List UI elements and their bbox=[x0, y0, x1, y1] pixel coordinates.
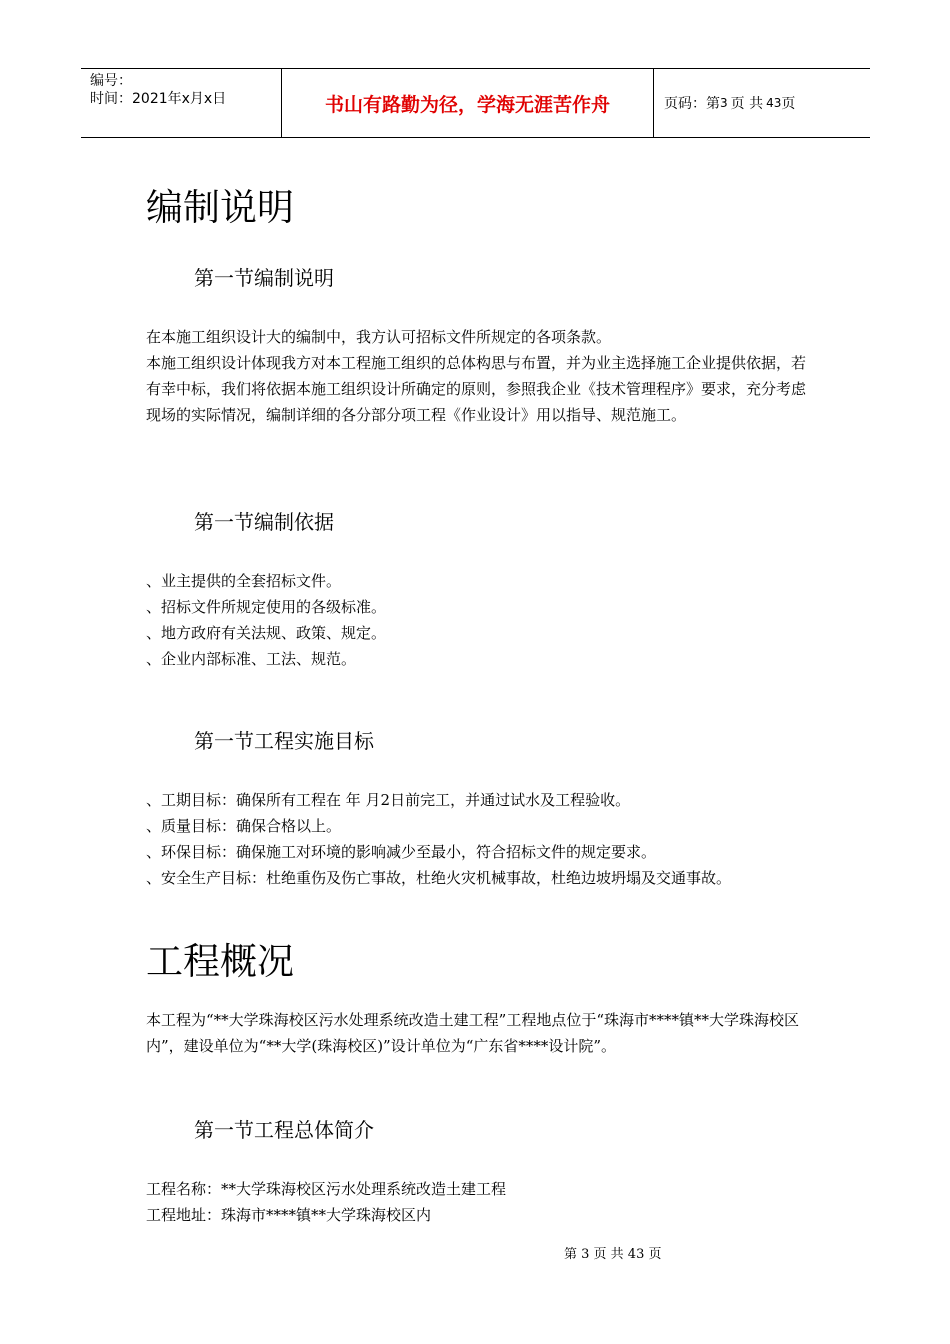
page-current: 3 bbox=[720, 96, 728, 110]
header-info-cell bbox=[81, 69, 282, 137]
subsection-title-project-summary: 第一节工程总体简介 bbox=[194, 1118, 374, 1142]
header-motto: 书山有路勤为径，学海无涯苦作舟 bbox=[282, 69, 654, 137]
section-title-compilation: 编制说明 bbox=[146, 186, 294, 229]
list-item: 、环保目标：确保施工对环境的影响减少至最小，符合招标文件的规定要求。 bbox=[146, 843, 657, 861]
paragraph-acceptance: 在本施工组织设计大的编制中，我方认可招标文件所规定的各项条款。 bbox=[146, 328, 612, 346]
subsection-title-implementation-goals: 第一节工程实施目标 bbox=[194, 729, 374, 753]
list-item: 、企业内部标准、工法、规范。 bbox=[146, 650, 357, 668]
project-name: 工程名称：**大学珠海校区污水处理系统改造土建工程 bbox=[146, 1180, 507, 1198]
paragraph-design-intent: 本施工组织设计体现我方对本工程施工组织的总体构思与布置，并为业主选择施工企业提供依据，若有幸中标，我们将依据本施工组织设计所确定的原则，参照我企业《技术管理程序》要求，充分考虑现场的实际情况，编制详细的各分部分项工程《作业设计》用以指导、规范施工。 bbox=[146, 354, 807, 424]
list-item: 、安全生产目标：杜绝重伤及伤亡事故，杜绝火灾机械事故，杜绝边坡坍塌及交通事故。 bbox=[146, 869, 732, 887]
subsection-title-compilation-basis: 第一节编制依据 bbox=[194, 510, 334, 534]
project-address: 工程地址：珠海市****镇**大学珠海校区内 bbox=[146, 1206, 432, 1224]
list-item: 、招标文件所规定使用的各级标准。 bbox=[146, 598, 387, 616]
page-total: 43 bbox=[766, 96, 782, 110]
page-suffix: 页 bbox=[781, 96, 796, 112]
list-item: 、质量目标：确保合格以上。 bbox=[146, 817, 342, 835]
page-prefix: 页码：第 bbox=[664, 96, 720, 112]
document-number-label: 编号： bbox=[90, 73, 132, 89]
list-item: 、地方政府有关法规、政策、规定。 bbox=[146, 624, 387, 642]
section-title-project-overview: 工程概况 bbox=[146, 940, 294, 983]
subsection-title-compilation-notes: 第一节编制说明 bbox=[194, 266, 334, 290]
list-item: 、工期目标：确保所有工程在 年 月2日前完工，并通过试水及工程验收。 bbox=[146, 791, 631, 809]
page-header bbox=[81, 68, 870, 138]
document-date-label: 时间：2021年x月x日 bbox=[90, 91, 227, 107]
paragraph-project-overview: 本工程为“**大学珠海校区污水处理系统改造土建工程”工程地点位于“珠海市****镇**大学珠海校区内”，建设单位为“**大学(珠海校区)”设计单位为“广东省****设计院”。 bbox=[146, 1011, 800, 1055]
page-mid: 页 共 bbox=[730, 96, 764, 112]
page-footer: 第 3 页 共 43 页 bbox=[564, 1247, 662, 1262]
header-page-info bbox=[654, 69, 870, 137]
list-item: 、业主提供的全套招标文件。 bbox=[146, 572, 342, 590]
